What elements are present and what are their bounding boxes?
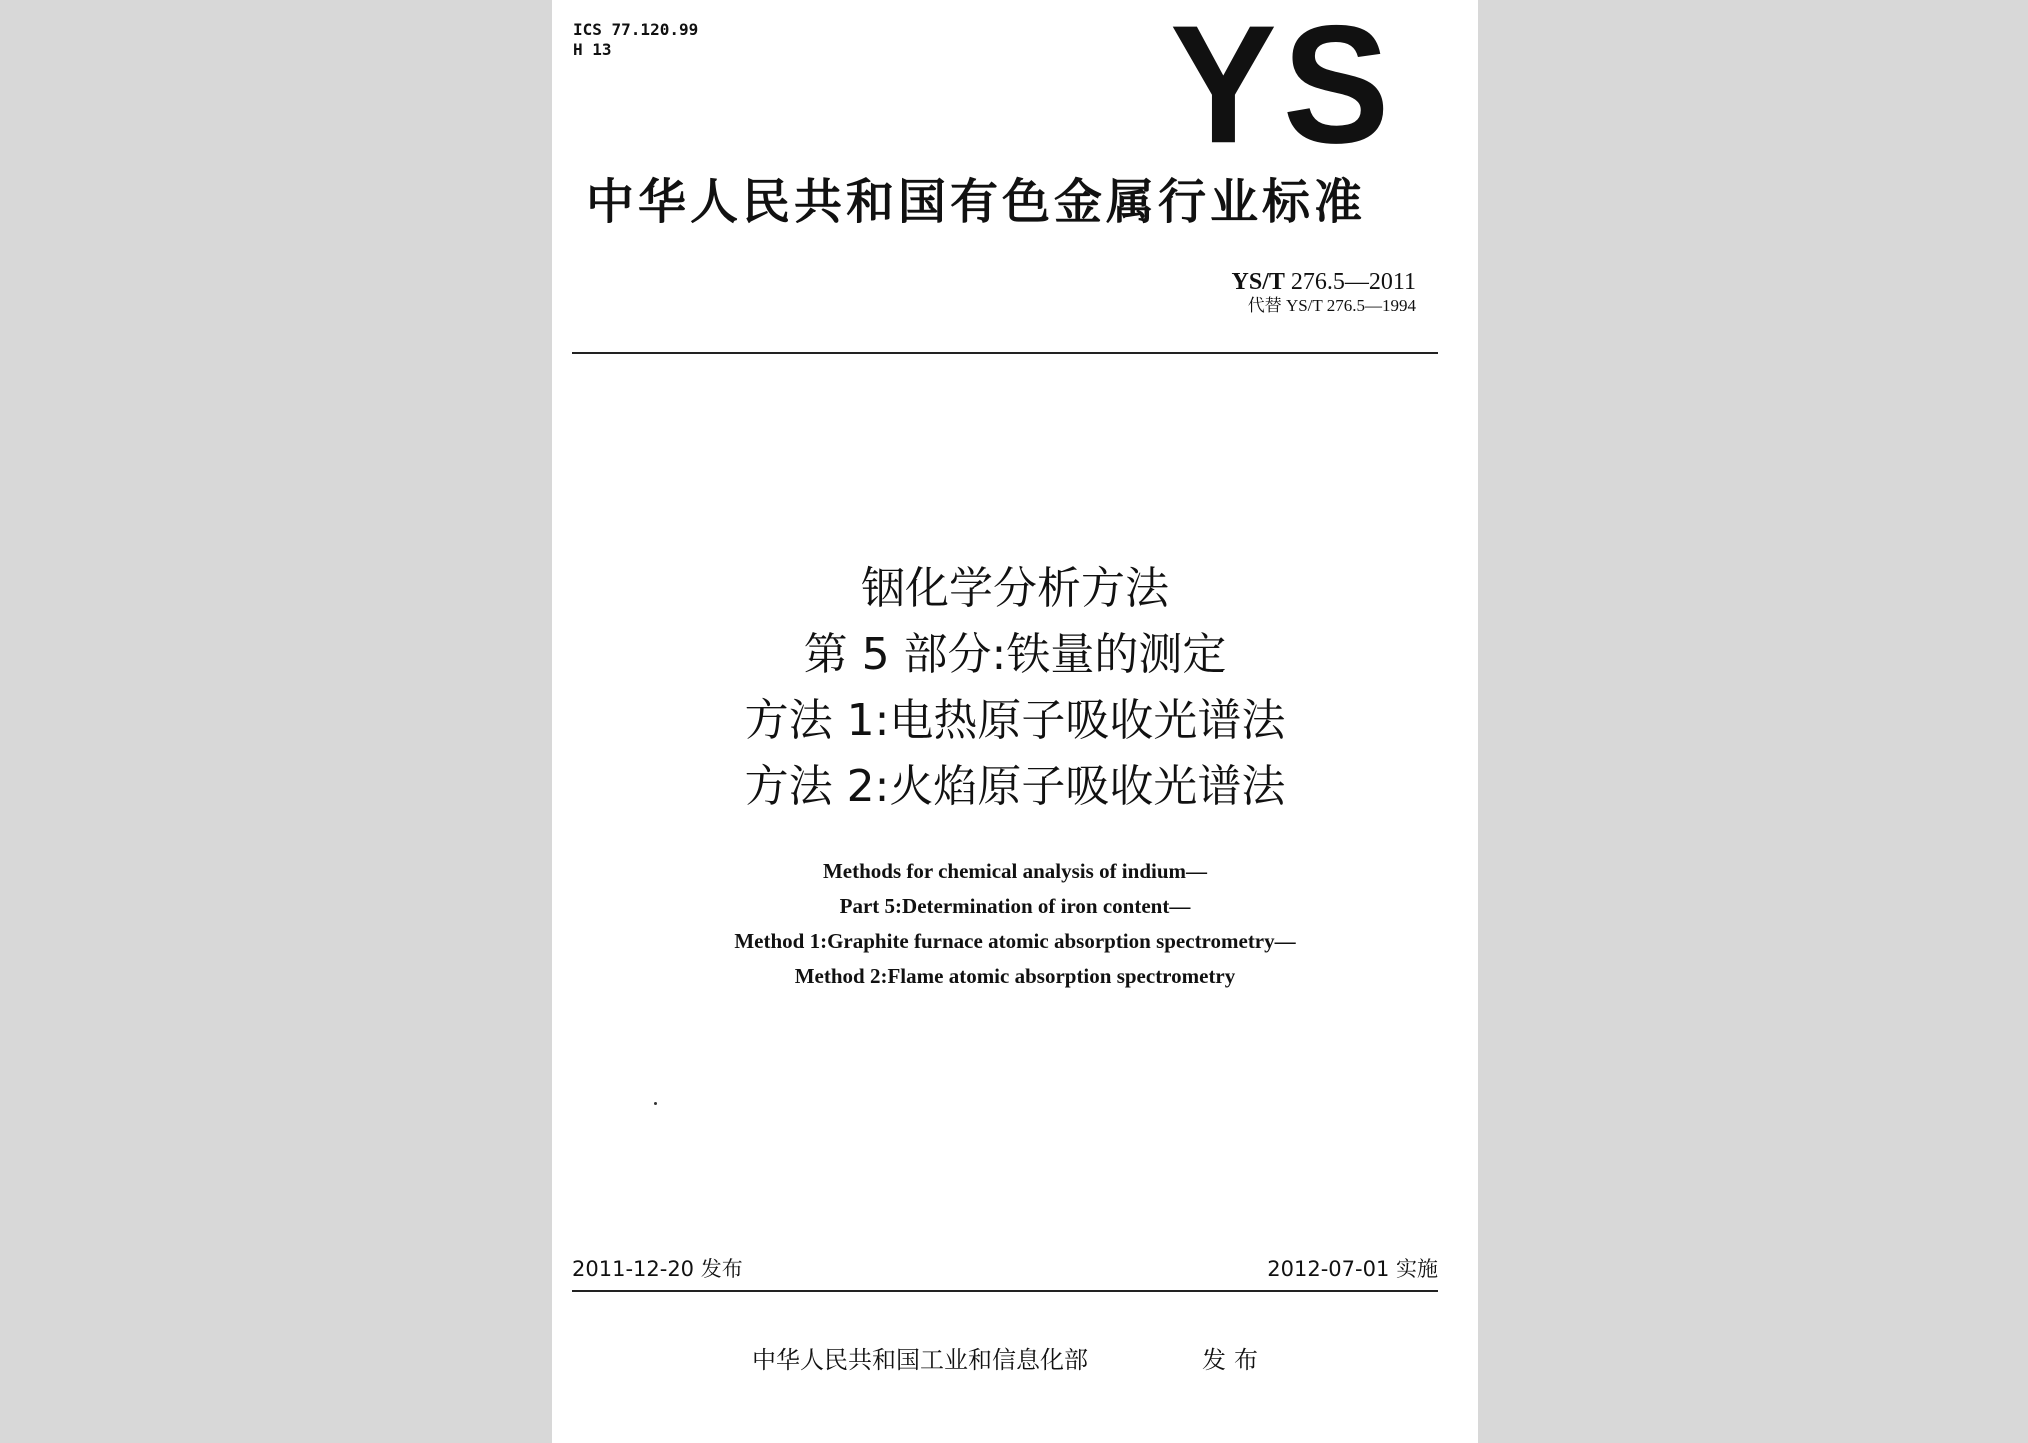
scan-speck — [654, 1102, 657, 1105]
bottom-divider — [572, 1290, 1438, 1292]
effective-date: 2012-07-01 实施 — [1267, 1257, 1438, 1281]
replaces-value: YS/T 276.5—1994 — [1285, 296, 1416, 315]
standard-number-value: 276.5—2011 — [1290, 269, 1416, 295]
english-title-line: Methods for chemical analysis of indium— — [822, 859, 1208, 883]
ys-logo: YS — [1170, 0, 1396, 178]
standard-number-prefix: YS/T — [1231, 269, 1285, 295]
header-title: 中华人民共和国有色金属行业标准 — [586, 174, 1367, 230]
standard-cover-page — [552, 0, 1478, 1443]
chinese-title-line: 第 5 部分:铁量的测定 — [803, 629, 1227, 680]
chinese-title-line: 方法 1:电热原子吸收光谱法 — [744, 695, 1286, 746]
issuing-authority: 中华人民共和国工业和信息化部 — [752, 1346, 1088, 1374]
english-title-line: Method 2:Flame atomic absorption spectrometry — [794, 964, 1236, 988]
chinese-title — [552, 556, 1478, 820]
top-divider — [572, 352, 1438, 354]
ics-code: ICS 77.120.99 — [573, 20, 699, 39]
english-title — [552, 854, 1478, 994]
english-title-line: Part 5:Determination of iron content— — [839, 894, 1191, 918]
replaces-prefix: 代替 — [1247, 296, 1282, 315]
chinese-title-line: 方法 2:火焰原子吸收光谱法 — [744, 761, 1286, 812]
english-title-line: Method 1:Graphite furnace atomic absorption spectrometry— — [734, 929, 1296, 953]
chinese-title-line: 铟化学分析方法 — [861, 563, 1169, 614]
issue-date: 2011-12-20 发布 — [572, 1257, 743, 1281]
standard-number — [1232, 268, 1416, 296]
ccs-code: H 13 — [573, 40, 612, 59]
classification-codes — [573, 20, 698, 60]
issue-label: 发布 — [1202, 1346, 1266, 1374]
replaces-standard — [1248, 296, 1416, 316]
